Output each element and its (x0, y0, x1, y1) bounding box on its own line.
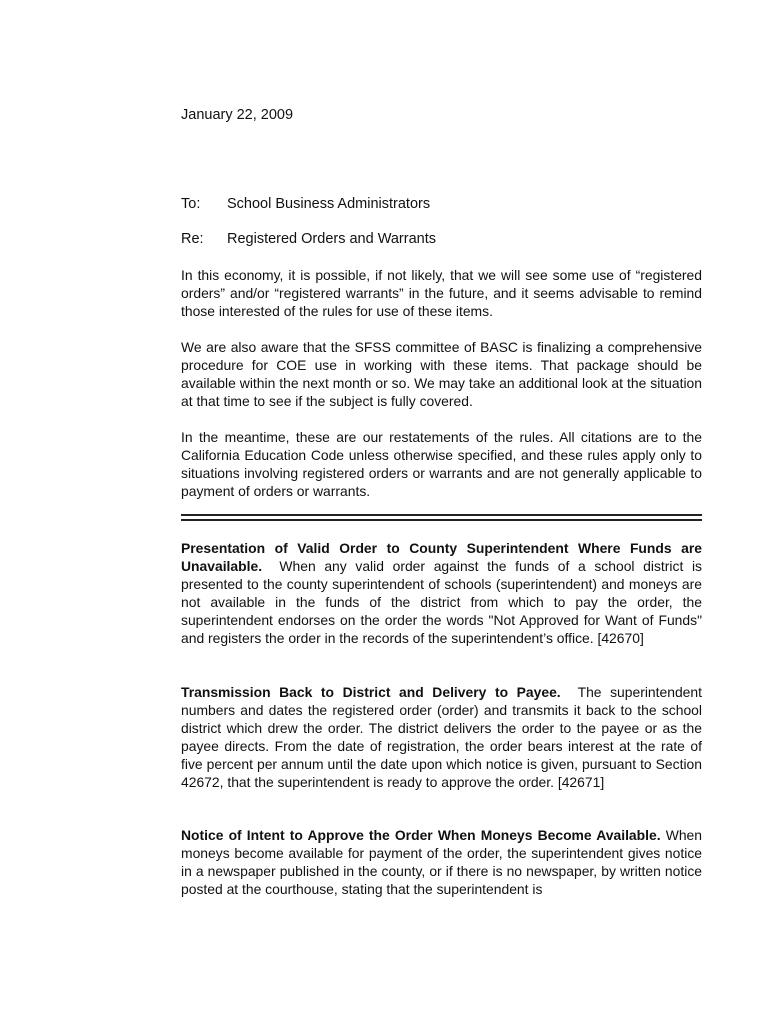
document-page (181, 0, 702, 1024)
section-divider (181, 519, 702, 521)
section-heading: Presentation of Valid Order to County Superintendent Where Funds are Unavailable. (181, 540, 702, 574)
rule-section (181, 826, 702, 898)
intro-paragraph: We are also aware that the SFSS committee of BASC is finalizing a comprehensive procedure for COE use in working with these items. That package should be available within the next month or so. We may take an additional look at the situation at that time to see if the subject is fully covered. (181, 339, 702, 409)
intro-paragraph: In this economy, it is possible, if not likely, that we will see some use of “registered orders” and/or “registered warrants” in the future, and it seems advisable to remind those interested of the rules for use of these items. (181, 267, 702, 319)
section-body: When any valid order against the funds of a school district is presented to the county superintendent of schools (superintendent) and moneys are not available in the funds of the district from which to pay the order, the superintendent endorses on the order the words "Not Approved for Want of Funds" and registers the order in the records of the superintendent’s office. [42670] (181, 558, 702, 646)
to-recipient: School Business Administrators (227, 196, 431, 212)
section-heading: Notice of Intent to Approve the Order When Moneys Become Available. (181, 827, 661, 843)
re-subject: Registered Orders and Warrants (227, 231, 436, 247)
to-line (181, 195, 430, 213)
section-body: The superintendent numbers and dates the registered order (order) and transmits it back to the school district which drew the order. The district delivers the order to the payee or as the payee directs. From the date of registration, the order bears interest at the rate of five percent per annum until the date upon which notice is given, pursuant to Section 42672, that the superintendent is ready to approve the order. [42671] (181, 684, 702, 790)
section-body: When moneys become available for payment of the order, the superintendent gives notice in a newspaper published in the county, or if there is no newspaper, by written notice posted at the courthouse, stating that the superintendent is (181, 827, 702, 897)
intro-paragraph: In the meantime, these are our restatements of the rules. All citations are to the California Education Code unless otherwise specified, and these rules apply only to situations involving registered orders or warrants and are not generally applicable to payment of orders or warrants. (181, 429, 702, 499)
section-heading: Transmission Back to District and Delivery to Payee. (181, 684, 561, 700)
section-divider (181, 514, 702, 516)
rule-section (181, 683, 702, 791)
rule-section (181, 539, 702, 647)
to-label: To: (181, 196, 201, 212)
letter-date: January 22, 2009 (181, 107, 294, 123)
re-label: Re: (181, 231, 204, 247)
re-line (181, 230, 436, 248)
